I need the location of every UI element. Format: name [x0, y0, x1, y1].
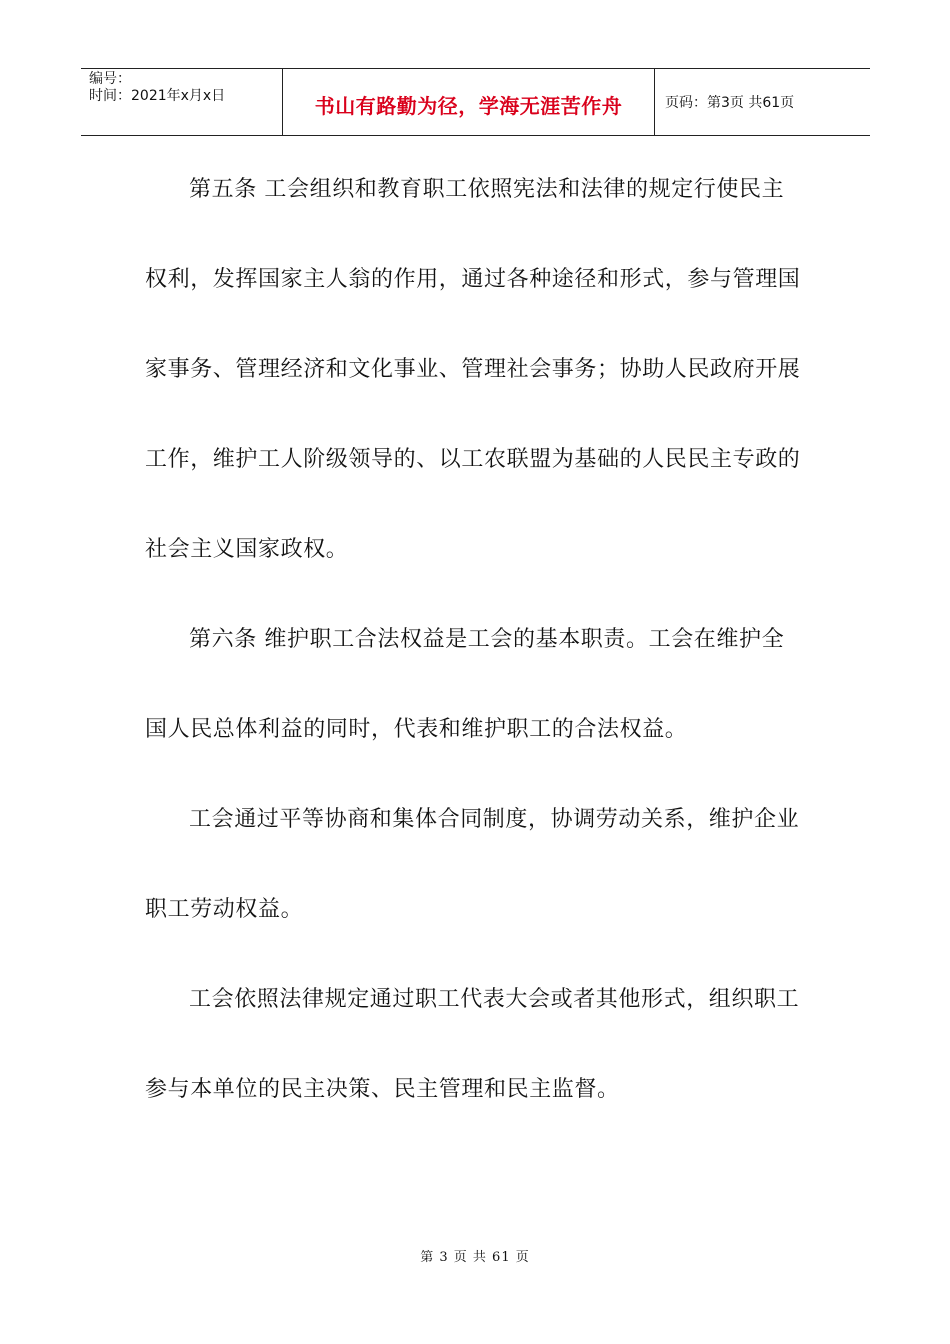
- doc-number-label: 编号：: [89, 71, 131, 87]
- body-line: 国人民总体利益的同时，代表和维护职工的合法权益。: [145, 717, 688, 742]
- page-footer: [0, 1246, 950, 1265]
- body-line: 参与本单位的民主决策、民主管理和民主监督。: [145, 1077, 620, 1102]
- body-line: 家事务、管理经济和文化事业、管理社会事务；协助人民政府开展: [145, 357, 801, 382]
- body-line: 权利，发挥国家主人翁的作用，通过各种途径和形式，参与管理国: [145, 267, 801, 292]
- page-header: [81, 68, 870, 136]
- body-line: 职工劳动权益。: [145, 897, 304, 922]
- header-page-cell: [655, 69, 870, 135]
- body-line: 社会主义国家政权。: [145, 537, 349, 562]
- header-motto: 书山有路勤为径，学海无涯苦作舟: [314, 93, 623, 118]
- header-meta-cell: [81, 69, 283, 135]
- header-motto-cell: [283, 69, 655, 135]
- footer-page-number: 第 3 页 共 61 页: [420, 1250, 530, 1265]
- body-line: 工会通过平等协商和集体合同制度，协调劳动关系，维护企业: [189, 807, 800, 832]
- body-line: 工作，维护工人阶级领导的、以工农联盟为基础的人民民主专政的: [145, 447, 801, 472]
- body-line: 第五条 工会组织和教育职工依照宪法和法律的规定行使民主: [189, 177, 785, 202]
- document-body: [145, 160, 801, 1150]
- header-page-info: 页码：第3页 共61页: [665, 95, 795, 111]
- body-line: 第六条 维护职工合法权益是工会的基本职责。工会在维护全: [189, 627, 785, 652]
- body-line: 工会依照法律规定通过职工代表大会或者其他形式，组织职工: [189, 987, 800, 1012]
- date-label: 时间：2021年x月x日: [89, 88, 226, 104]
